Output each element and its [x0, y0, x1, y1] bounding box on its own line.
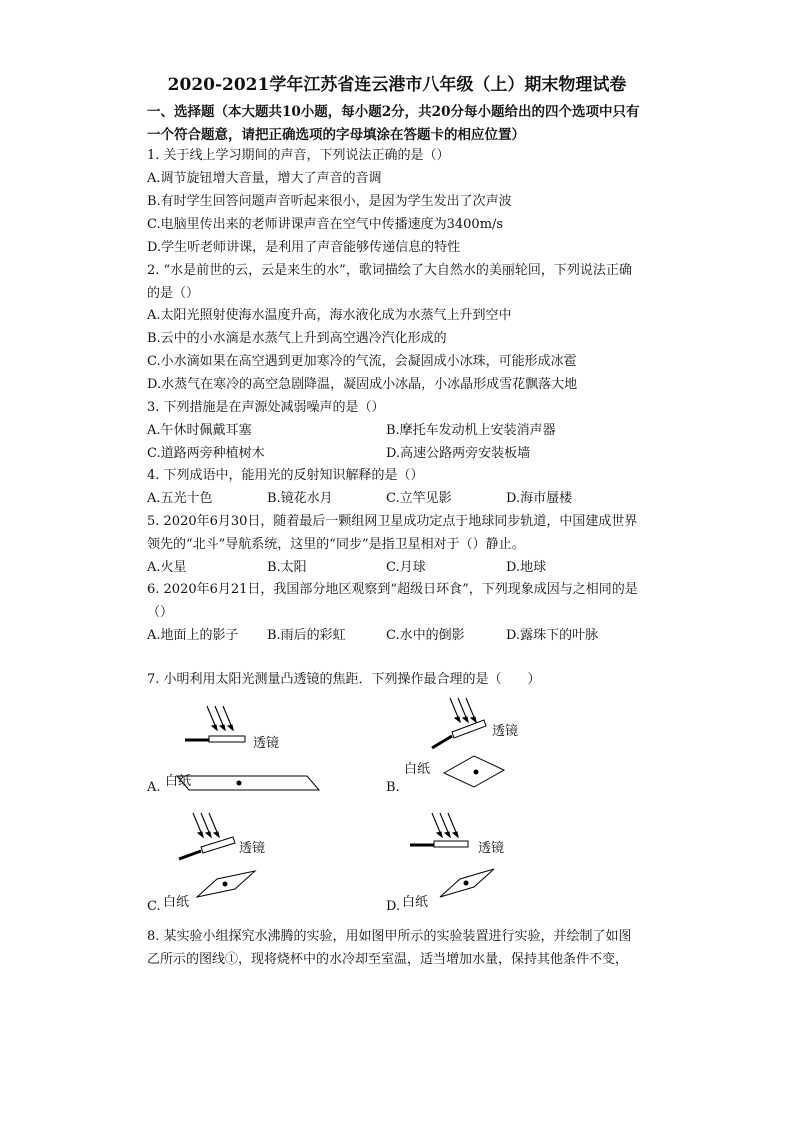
- question-3-option-c: C.道路两旁种植树木: [147, 446, 265, 461]
- question-1-stem: 1. 关于线上学习期间的声音，下列说法正确的是（）: [147, 148, 450, 163]
- question-2-option-b: B.云中的小水滴是水蒸气上升到高空遇冷汽化形成的: [147, 331, 447, 346]
- question-6-stem-line-2: （）: [147, 605, 174, 620]
- figure-a-paper-label: 白纸: [165, 774, 192, 789]
- section-heading-line-1: 一、选择题（本大题共10小题，每小题2分，共20分每小题给出的四个选项中只有: [147, 104, 640, 120]
- question-5-option-a: A.火星: [147, 560, 187, 575]
- question-5-stem-line-1: 5. 2020年6月30日，随着最后一颗组网卫星成功定点于地球同步轨道，中国建成世界: [147, 514, 638, 529]
- question-3-option-d: D.高速公路两旁安装板墙: [386, 446, 531, 461]
- figure-option-c: [147, 807, 347, 915]
- question-5-stem-line-2: 领先的“北斗”导航系统，这里的“同步”是指卫星相对于（）静止。: [147, 537, 525, 552]
- figure-d-option-letter: D.: [386, 899, 401, 914]
- figure-c-paper-label: 白纸: [163, 895, 190, 910]
- question-8-line-2: 乙所示的图线①，现将烧杯中的水冷却至室温，适当增加水量，保持其他条件不变，: [147, 952, 629, 967]
- figure-b-lens-label: 透镜: [492, 724, 519, 739]
- question-4-stem: 4. 下列成语中，能用光的反射知识解释的是（）: [147, 468, 424, 483]
- question-3-stem: 3. 下列措施是在声源处减弱噪声的是（）: [147, 400, 385, 415]
- page-title: 2020-2021学年江苏省连云港市八年级（上）期末物理试卷: [167, 75, 627, 95]
- question-6-option-d: D.露珠下的叶脉: [506, 628, 599, 643]
- section-heading-line-2: 一个符合题意，请把正确选项的字母填涂在答题卡的相应位置）: [147, 127, 525, 143]
- figure-b-option-letter: B.: [386, 780, 400, 795]
- question-2-stem-line-1: 2. “水是前世的云，云是来生的水”，歌词描绘了大自然水的美丽轮回，下列说法正确: [147, 263, 632, 278]
- question-6-option-b: B.雨后的彩虹: [267, 628, 346, 643]
- question-3-option-b: B.摩托车发动机上安装消声器: [386, 423, 556, 438]
- question-6-option-a: A.地面上的影子: [147, 628, 239, 643]
- figure-b-diagram: [386, 692, 586, 800]
- figure-c-option-letter: C.: [147, 899, 161, 914]
- figure-option-a: [147, 700, 347, 800]
- question-5-option-d: D.地球: [506, 560, 547, 575]
- question-5-option-c: C.月球: [386, 560, 426, 575]
- question-2-option-c: C.小水滴如果在高空遇到更加寒冷的气流，会凝固成小冰珠，可能形成冰雹: [147, 354, 577, 369]
- figure-d-paper-label: 白纸: [402, 895, 429, 910]
- question-4-option-b: B.镜花水月: [267, 491, 333, 506]
- question-8-line-1: 8. 某实验小组探究水沸腾的实验，用如图甲所示的实验装置进行实验，并绘制了如图: [147, 929, 632, 944]
- question-2-option-d: D.水蒸气在寒冷的高空急剧降温，凝固成小冰晶，小冰晶形成雪花飘落大地: [147, 377, 578, 392]
- question-2-option-a: A.太阳光照射使海水温度升高，海水液化成为水蒸气上升到空中: [147, 308, 512, 323]
- question-1-option-a: A.调节旋钮增大音量，增大了声音的音调: [147, 171, 382, 186]
- question-1-option-d: D.学生听老师讲课，是利用了声音能够传递信息的特性: [147, 240, 461, 255]
- figure-c-lens-label: 透镜: [239, 841, 266, 856]
- figure-option-b: [386, 692, 586, 800]
- question-7-stem: 7. 小明利用太阳光测量凸透镜的焦距．下列操作最合理的是（ ）: [147, 672, 541, 687]
- figure-b-paper-label: 白纸: [404, 762, 431, 777]
- figure-option-d: [386, 807, 586, 915]
- question-1-option-b: B.有时学生回答问题声音听起来很小，是因为学生发出了次声波: [147, 194, 512, 209]
- question-4-option-c: C.立竿见影: [386, 491, 452, 506]
- question-1-option-c: C.电脑里传出来的老师讲课声音在空气中传播速度为3400m/s: [147, 217, 504, 232]
- question-3-option-a: A.午休时佩戴耳塞: [147, 423, 252, 438]
- figure-d-lens-label: 透镜: [478, 841, 505, 856]
- question-5-option-b: B.太阳: [267, 560, 307, 575]
- question-2-stem-line-2: 的是（）: [147, 286, 200, 301]
- figure-a-option-letter: A.: [147, 780, 161, 795]
- question-4-option-a: A.五光十色: [147, 491, 213, 506]
- figure-a-lens-label: 透镜: [253, 736, 280, 751]
- question-4-option-d: D.海市蜃楼: [506, 491, 573, 506]
- question-6-stem-line-1: 6. 2020年6月21日，我国部分地区观察到“超级日环食”，下列现象成因与之相同的是: [147, 582, 638, 597]
- question-6-option-c: C.水中的倒影: [386, 628, 465, 643]
